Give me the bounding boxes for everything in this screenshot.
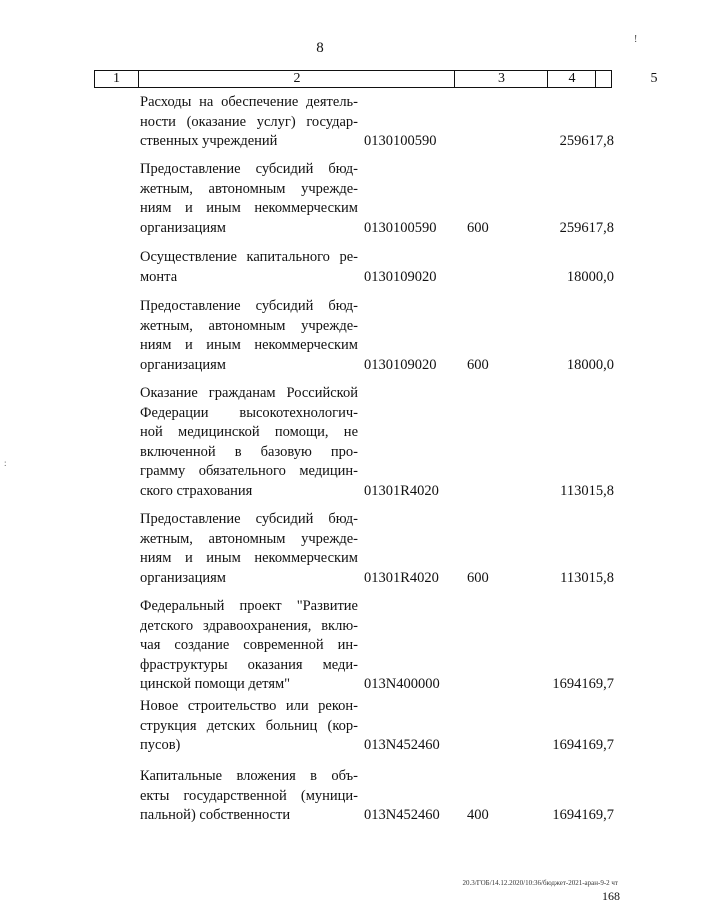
description-line: детского здравоохранения, вклю- bbox=[140, 617, 358, 634]
header-col-2: 2 bbox=[138, 71, 455, 87]
description-line: екты государственной (муници- bbox=[140, 787, 358, 804]
row-amount: 18000,0 bbox=[566, 268, 614, 285]
row-code: 0130100590 bbox=[364, 219, 437, 236]
description-line: цинской помощи детям" bbox=[140, 676, 291, 692]
row-amount: 259617,8 bbox=[559, 133, 614, 149]
description-line: Предоставление субсидий бюд- bbox=[140, 511, 358, 527]
row-description bbox=[140, 248, 358, 287]
header-col-5: 5 bbox=[595, 71, 712, 87]
description-line: Федерации высокотехнологич- bbox=[140, 404, 358, 421]
description-line: организациям bbox=[140, 569, 226, 586]
row-amount: 18000,0 bbox=[566, 356, 614, 373]
row-code: 0130100590 bbox=[364, 133, 437, 149]
description-line: Предоставление субсидий бюд- bbox=[140, 161, 358, 177]
row-amount: 1694169,7 bbox=[552, 676, 614, 692]
row-expense-type: 400 bbox=[467, 807, 489, 823]
row-code: 013N452460 bbox=[364, 807, 440, 823]
description-line: организациям bbox=[140, 219, 226, 236]
row-amount: 113015,8 bbox=[560, 482, 614, 499]
corner-mark: ! bbox=[634, 34, 638, 45]
description-line: организациям bbox=[140, 356, 226, 373]
header-col-3: 3 bbox=[454, 71, 548, 87]
footer-reference: 20.3/ГОБ/14.12.2020/10:36/бюджет-2021-аран-9-2 чт bbox=[462, 879, 618, 887]
page-number-bottom: 168 bbox=[602, 889, 620, 903]
description-line: Оказание гражданам Российской bbox=[140, 385, 358, 401]
description-line: пальной) собственности bbox=[140, 807, 291, 823]
row-code: 0130109020 bbox=[364, 356, 437, 373]
row-description bbox=[140, 510, 358, 588]
description-line: ности (оказание услуг) государ- bbox=[140, 113, 358, 130]
description-line: Новое строительство или рекон- bbox=[140, 698, 358, 714]
description-line: жетным, автономным учрежде- bbox=[140, 180, 358, 197]
description-line: струкция детских больниц (кор- bbox=[140, 717, 358, 734]
description-line: Осуществление капитального ре- bbox=[140, 249, 358, 265]
description-line: Капитальные вложения в объ- bbox=[140, 768, 358, 784]
description-line: Предоставление субсидий бюд- bbox=[140, 298, 358, 314]
row-amount: 259617,8 bbox=[559, 219, 614, 236]
row-description bbox=[140, 597, 358, 695]
row-code: 01301R4020 bbox=[364, 569, 439, 586]
table-header bbox=[94, 70, 658, 88]
header-col-1: 1 bbox=[113, 71, 120, 86]
description-line: включенной в базовую про- bbox=[140, 443, 358, 460]
row-description bbox=[140, 93, 358, 152]
row-expense-type: 600 bbox=[467, 356, 489, 373]
description-line: ственных учреждений bbox=[140, 133, 278, 149]
row-code: 013N452460 bbox=[364, 737, 440, 753]
description-line: ниям и иным некоммерческим bbox=[140, 337, 358, 353]
description-line: жетным, автономным учрежде- bbox=[140, 530, 358, 547]
description-line: фраструктуры оказания меди- bbox=[140, 656, 358, 673]
row-description bbox=[140, 297, 358, 375]
description-line: грамму обязательного медицин- bbox=[140, 463, 358, 479]
description-line: Расходы на обеспечение деятель- bbox=[140, 94, 358, 110]
row-description bbox=[140, 384, 358, 501]
side-mark: : bbox=[4, 458, 7, 468]
description-line: ниям и иным некоммерческим bbox=[140, 550, 358, 566]
description-line: чая создание современной ин- bbox=[140, 637, 358, 653]
row-amount: 1694169,7 bbox=[552, 807, 614, 823]
row-description bbox=[140, 767, 358, 826]
row-code: 0130109020 bbox=[364, 268, 437, 285]
row-code: 013N400000 bbox=[364, 676, 440, 692]
description-line: жетным, автономным учрежде- bbox=[140, 317, 358, 334]
description-line: ниям и иным некоммерческим bbox=[140, 200, 358, 216]
description-line: ной медицинской помощи, не bbox=[140, 424, 358, 440]
row-description bbox=[140, 160, 358, 238]
description-line: ского страхования bbox=[140, 482, 253, 499]
description-line: монта bbox=[140, 268, 178, 285]
row-expense-type: 600 bbox=[467, 569, 489, 586]
row-amount: 113015,8 bbox=[560, 569, 614, 586]
row-amount: 1694169,7 bbox=[552, 737, 614, 753]
row-expense-type: 600 bbox=[467, 219, 489, 236]
header-col-4: 4 bbox=[547, 71, 596, 87]
description-line: Федеральный проект "Развитие bbox=[140, 598, 358, 614]
row-description bbox=[140, 697, 358, 756]
page-number-top: 8 bbox=[316, 40, 324, 56]
row-code: 01301R4020 bbox=[364, 482, 439, 499]
description-line: пусов) bbox=[140, 737, 181, 753]
